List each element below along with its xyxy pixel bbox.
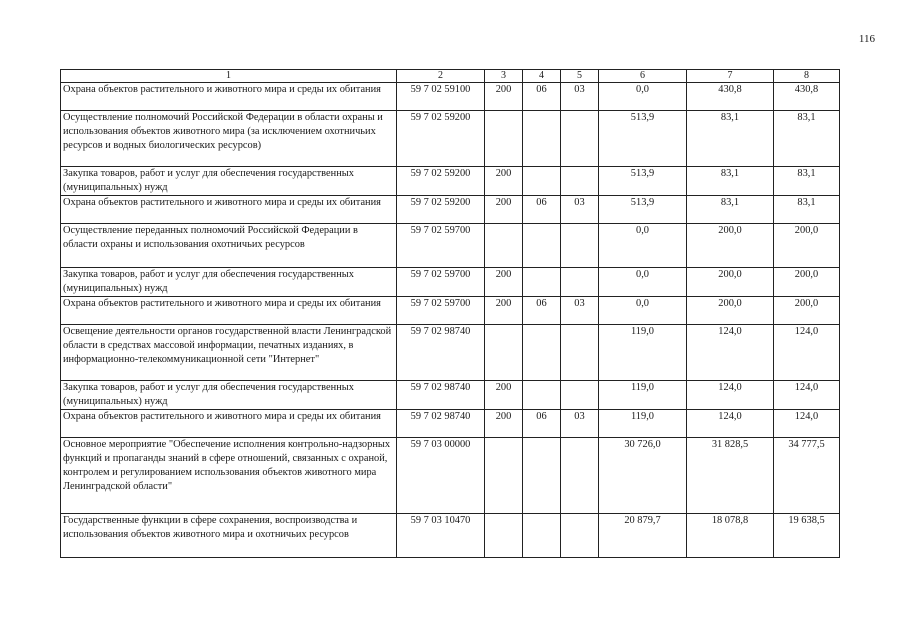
column-header: 1	[61, 70, 397, 83]
row-section: 06	[523, 297, 561, 325]
row-value-7: 83,1	[687, 196, 774, 224]
row-name: Государственные функции в сфере сохранения, воспроизводства и использования объектов животного мира и охотничьих ресурсов	[61, 514, 397, 558]
row-name: Осуществление переданных полномочий Российской Федерации в области охраны и использования охотничьих ресурсов	[61, 224, 397, 268]
row-value-7: 124,0	[687, 325, 774, 381]
row-section	[523, 268, 561, 297]
table-row	[61, 410, 840, 438]
row-section	[523, 111, 561, 167]
row-subsection: 03	[561, 410, 599, 438]
column-header: 6	[599, 70, 687, 83]
row-name: Основное мероприятие "Обеспечение исполнения контрольно-надзорных функций и пропаганды знаний в сфере отношений, связанных с охраной, контролем и регулированием использования объектов животного мира Ленинградской области"	[61, 438, 397, 514]
row-subsection	[561, 381, 599, 410]
table-row	[61, 381, 840, 410]
budget-table	[60, 69, 840, 558]
row-code: 59 7 02 59700	[397, 297, 485, 325]
row-subsection	[561, 224, 599, 268]
row-value-6: 30 726,0	[599, 438, 687, 514]
row-code: 59 7 02 59100	[397, 83, 485, 111]
row-section	[523, 224, 561, 268]
row-subsection: 03	[561, 196, 599, 224]
row-value-6: 0,0	[599, 224, 687, 268]
row-type-code	[485, 111, 523, 167]
row-value-8: 83,1	[774, 111, 840, 167]
row-subsection	[561, 268, 599, 297]
row-value-6: 513,9	[599, 196, 687, 224]
row-section	[523, 438, 561, 514]
row-type-code: 200	[485, 196, 523, 224]
table-row	[61, 196, 840, 224]
row-value-8: 124,0	[774, 325, 840, 381]
row-name: Закупка товаров, работ и услуг для обеспечения государственных (муниципальных) нужд	[61, 381, 397, 410]
row-code: 59 7 03 00000	[397, 438, 485, 514]
table-row	[61, 297, 840, 325]
row-value-6: 513,9	[599, 167, 687, 196]
row-section	[523, 514, 561, 558]
row-value-6: 0,0	[599, 268, 687, 297]
row-subsection	[561, 111, 599, 167]
row-value-6: 20 879,7	[599, 514, 687, 558]
row-value-7: 83,1	[687, 111, 774, 167]
column-header: 2	[397, 70, 485, 83]
row-section	[523, 381, 561, 410]
table-row	[61, 438, 840, 514]
row-type-code: 200	[485, 268, 523, 297]
column-header: 5	[561, 70, 599, 83]
row-subsection	[561, 438, 599, 514]
row-subsection	[561, 167, 599, 196]
row-value-8: 124,0	[774, 410, 840, 438]
row-type-code: 200	[485, 167, 523, 196]
row-code: 59 7 02 98740	[397, 325, 485, 381]
row-type-code	[485, 514, 523, 558]
row-value-8: 34 777,5	[774, 438, 840, 514]
page-number: 116	[858, 33, 875, 45]
row-value-8: 83,1	[774, 196, 840, 224]
row-value-7: 124,0	[687, 381, 774, 410]
row-value-6: 513,9	[599, 111, 687, 167]
table-row	[61, 83, 840, 111]
row-value-7: 200,0	[687, 297, 774, 325]
row-section: 06	[523, 83, 561, 111]
row-code: 59 7 02 59700	[397, 268, 485, 297]
row-value-8: 200,0	[774, 224, 840, 268]
row-value-7: 124,0	[687, 410, 774, 438]
row-subsection: 03	[561, 83, 599, 111]
header-row	[61, 70, 840, 83]
row-name: Охрана объектов растительного и животного мира и среды их обитания	[61, 83, 397, 111]
row-type-code	[485, 224, 523, 268]
row-type-code	[485, 325, 523, 381]
row-name: Закупка товаров, работ и услуг для обеспечения государственных (муниципальных) нужд	[61, 167, 397, 196]
row-value-8: 430,8	[774, 83, 840, 111]
row-value-7: 200,0	[687, 268, 774, 297]
row-value-7: 31 828,5	[687, 438, 774, 514]
row-name: Охрана объектов растительного и животного мира и среды их обитания	[61, 410, 397, 438]
row-subsection	[561, 514, 599, 558]
row-value-7: 200,0	[687, 224, 774, 268]
row-type-code	[485, 438, 523, 514]
row-name: Осуществление полномочий Российской Федерации в области охраны и использования объектов животного мира (за исключением охотничьих ресурсов и водных биологических ресурсов)	[61, 111, 397, 167]
table-row	[61, 514, 840, 558]
row-value-6: 119,0	[599, 381, 687, 410]
row-name: Охрана объектов растительного и животного мира и среды их обитания	[61, 297, 397, 325]
row-type-code: 200	[485, 410, 523, 438]
row-name: Закупка товаров, работ и услуг для обеспечения государственных (муниципальных) нужд	[61, 268, 397, 297]
row-type-code: 200	[485, 83, 523, 111]
row-value-7: 18 078,8	[687, 514, 774, 558]
row-section	[523, 325, 561, 381]
row-value-8: 200,0	[774, 297, 840, 325]
row-name: Освещение деятельности органов государственной власти Ленинградской области в средствах массовой информации, печатных изданиях, в информационно-телекоммуникационной сети "Интернет"	[61, 325, 397, 381]
row-code: 59 7 02 98740	[397, 381, 485, 410]
table-row	[61, 268, 840, 297]
row-type-code: 200	[485, 381, 523, 410]
row-code: 59 7 03 10470	[397, 514, 485, 558]
column-header: 8	[774, 70, 840, 83]
row-section: 06	[523, 410, 561, 438]
row-value-7: 83,1	[687, 167, 774, 196]
row-subsection: 03	[561, 297, 599, 325]
row-code: 59 7 02 59200	[397, 111, 485, 167]
row-name: Охрана объектов растительного и животного мира и среды их обитания	[61, 196, 397, 224]
row-code: 59 7 02 98740	[397, 410, 485, 438]
column-header: 4	[523, 70, 561, 83]
row-value-6: 119,0	[599, 410, 687, 438]
table-row	[61, 224, 840, 268]
row-value-6: 0,0	[599, 297, 687, 325]
row-value-6: 119,0	[599, 325, 687, 381]
column-header: 7	[687, 70, 774, 83]
row-section: 06	[523, 196, 561, 224]
table-row	[61, 167, 840, 196]
row-code: 59 7 02 59700	[397, 224, 485, 268]
table-row	[61, 325, 840, 381]
row-value-8: 124,0	[774, 381, 840, 410]
column-header: 3	[485, 70, 523, 83]
row-value-8: 200,0	[774, 268, 840, 297]
row-subsection	[561, 325, 599, 381]
row-value-7: 430,8	[687, 83, 774, 111]
row-code: 59 7 02 59200	[397, 167, 485, 196]
row-section	[523, 167, 561, 196]
row-type-code: 200	[485, 297, 523, 325]
table-row	[61, 111, 840, 167]
row-code: 59 7 02 59200	[397, 196, 485, 224]
row-value-8: 19 638,5	[774, 514, 840, 558]
row-value-6: 0,0	[599, 83, 687, 111]
row-value-8: 83,1	[774, 167, 840, 196]
